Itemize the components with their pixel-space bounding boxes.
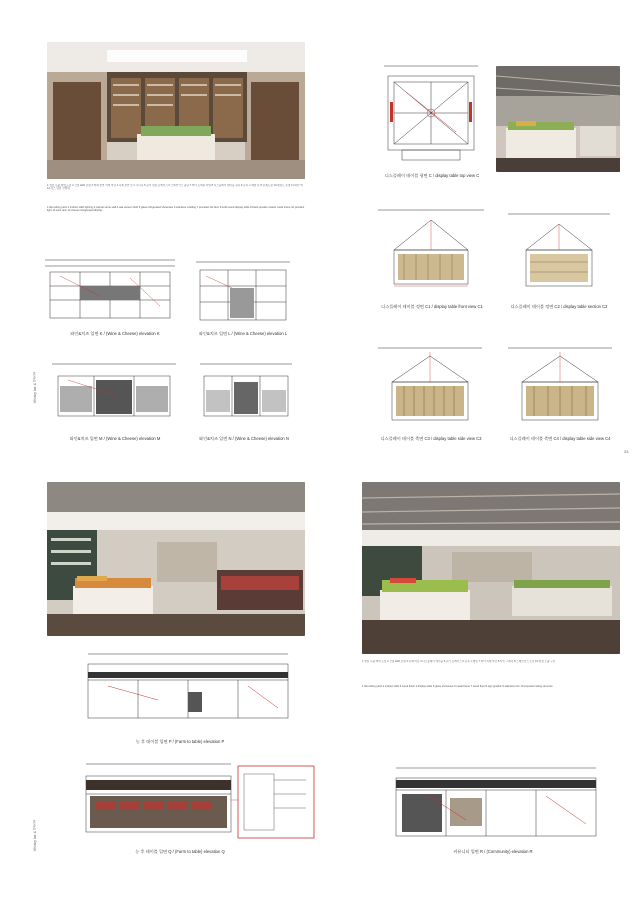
caption-elevation-p: 농 후 테이블 입면 P / (Farm to table) elevation P — [135, 739, 225, 744]
caption-elevation-l: 와인&치즈 입면 L / (Wine & Cheese) elevation L — [198, 331, 288, 336]
caption-table-side-view-c3: 디스플레이 테이블 측면 C3 / display table side view C3 — [380, 436, 482, 441]
materials-text-korean: 1.천장 무광 백색 도장 2.간접 LED 조명 3.벽체 천연 석재 마감 4.목재 선반 오크 무늬목 5.유리 냉장 쇼케이스 6.스테인리스 몰딩 7.바닥 포세린 타일 8.디스플레이 테이블 원목 9.금속 프레임 흑색 분체도장 10.펜던트 조명 11.와인 랙 12.치즈 냉장 진열대 — [47, 184, 303, 191]
elevation-l-drawing — [192, 258, 294, 326]
elevation-k-drawing — [40, 256, 180, 326]
display-table-section-drawing — [504, 210, 614, 298]
display-table-side-view-c4-drawing — [504, 344, 616, 430]
elevation-p-drawing — [48, 650, 318, 734]
caption-elevation-r: 커뮤니티 입면 R / (Community) elevation R — [453, 849, 533, 854]
page-number: 33 — [624, 449, 629, 454]
display-table-front-view-drawing — [374, 206, 488, 298]
display-table-side-view-c3-drawing — [374, 344, 486, 430]
wine-cheese-shop-photo — [47, 42, 305, 179]
fresh-market-photo — [47, 482, 305, 636]
caption-elevation-n: 와인&치즈 입면 N / (Wine & Cheese) elevation N — [199, 436, 289, 441]
caption-elevation-k: 와인&치즈 입면 K / (Wine & Cheese) elevation K — [70, 331, 160, 336]
caption-elevation-q: 농 후 테이블 입면 Q / (Farm to table) elevation Q — [135, 849, 225, 854]
elevation-q-drawing — [56, 760, 318, 842]
caption-table-top-view: 디스플레이 테이블 평면 C / display table top view C — [384, 173, 480, 178]
materials-text-english-2: 1.flat ceiling paint 2.indirect LED 3.wood finish 4.display table 5.glass showcase 6.metal frame 7.wood floor 8.sign graphic 9.stainless trim 10.exposed ceiling structure — [362, 685, 553, 688]
display-table-top-view-drawing — [376, 62, 486, 170]
elevation-r-drawing — [366, 764, 620, 844]
elevation-m-drawing — [48, 360, 180, 426]
side-note-top: Whisky bar & 양조장 — [33, 372, 37, 404]
caption-table-section: 디스플레이 테이블 정면 C2 / display table section C2 — [510, 304, 608, 309]
materials-text-english: 1.flat ceiling paint 2.indirect LED lighting 3.natural stone wall 4.oak veneer shelf 5.glass refrigerated showcase 6.stainless molding 7.porcelain tile floor 8.solid wood display table 9.black powder coated metal frame 10.pendant light 11.wine rack 12.cheese refrigerated display — [47, 206, 305, 213]
materials-text-korean-2: 1.천장 무광 백색 도장 2.간접 LED 조명 3.목재 마감 4.디스플레이 테이블 5.유리 쇼케이스 6.금속 프레임 7.바닥 목재 마감 8.사인 그래픽 9.스테인리스 트림 10.천장 노출 구조 — [362, 660, 556, 663]
grocery-hall-photo — [362, 482, 620, 654]
caption-elevation-m: 와인&치즈 입면 M / (Wine & Cheese) elevation M — [69, 436, 161, 441]
caption-table-front-view: 디스플레이 테이블 정면 C1 / display table front view C1 — [381, 304, 483, 309]
side-note-bottom: Whisky bar & 양조장 — [33, 820, 37, 852]
produce-display-photo — [496, 66, 620, 172]
caption-table-side-view-c4: 디스플레이 테이블 측면 C4 / display table side view C4 — [509, 436, 611, 441]
elevation-n-drawing — [196, 360, 296, 426]
